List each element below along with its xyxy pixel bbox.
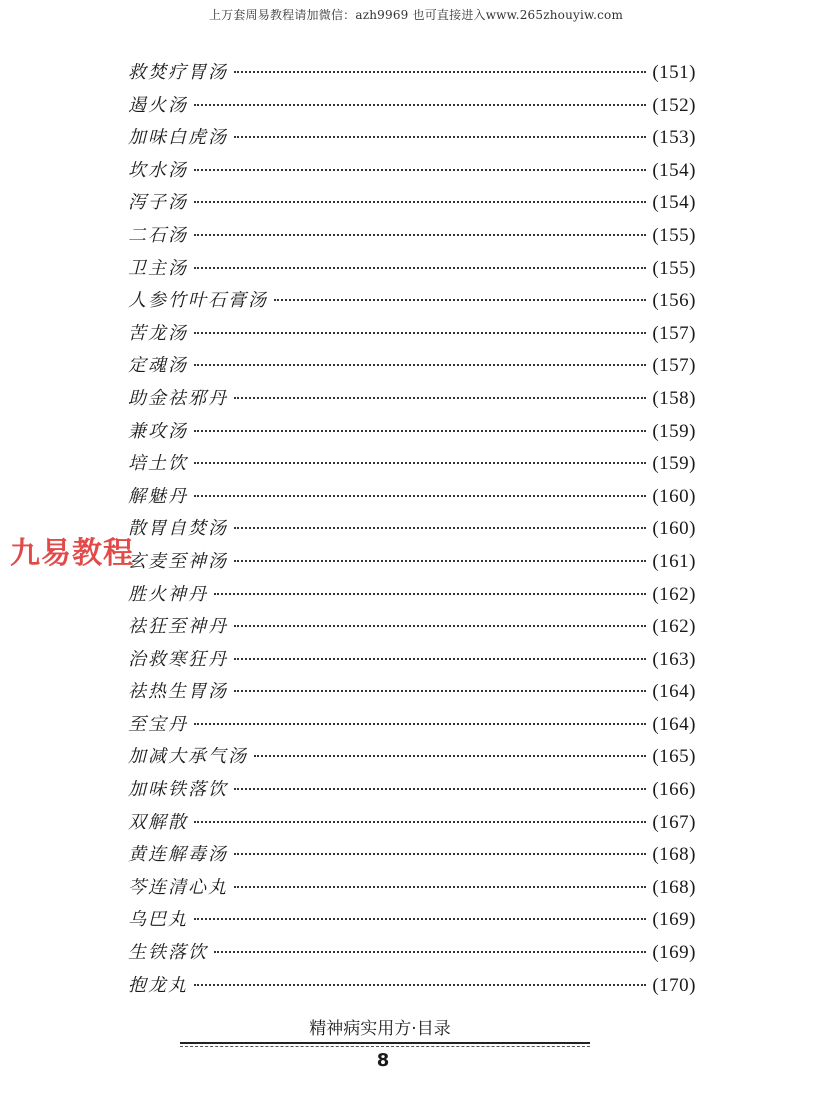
toc-entry-title: 救焚疗胃汤 [128,62,228,83]
toc-entry-title: 祛狂至神丹 [128,616,228,638]
toc-entry [128,742,696,775]
toc-entry-page: (168) [652,876,696,898]
toc-entry [128,58,696,91]
toc-entry-page: (169) [652,909,696,931]
toc-entry-title: 黄连解毒汤 [128,844,228,866]
toc-dot-leader [194,495,646,497]
toc-dot-leader [234,71,646,73]
toc-entry-title: 玄麦至神汤 [128,550,228,572]
toc-entry-page: (167) [652,811,696,833]
toc-entry [128,710,696,743]
toc-dot-leader [194,201,646,203]
toc-entry-title: 助金祛邪丹 [128,387,228,409]
toc-entry-title: 散胃自焚汤 [128,518,228,540]
toc-entry [128,580,696,613]
toc-entry-page: (163) [652,648,696,670]
toc-entry-page: (170) [652,974,696,996]
toc-dot-leader [234,690,646,692]
toc-entry [128,351,696,384]
toc-entry-title: 治救寒狂丹 [128,648,228,670]
toc-entry-title: 解魅丹 [128,485,188,507]
toc-entry-title: 人参竹叶石膏汤 [128,290,268,312]
toc-entry-page: (151) [652,62,696,83]
toc-dot-leader [254,755,646,757]
toc-entry-title: 祛热生胃汤 [128,681,228,703]
toc-dot-leader [194,364,646,366]
toc-entry-page: (152) [652,94,696,116]
toc-entry-title: 坎水汤 [128,159,188,181]
footer-rule-secondary [180,1046,590,1047]
toc-entry-title: 培土饮 [128,453,188,475]
toc-entry [128,938,696,971]
toc-dot-leader [194,430,646,432]
toc-dot-leader [194,169,646,171]
toc-entry [128,254,696,287]
toc-entry-page: (169) [652,942,696,964]
toc-entry [128,677,696,710]
toc-entry-page: (159) [652,453,696,475]
toc-entry-page: (154) [652,192,696,214]
toc-dot-leader [234,560,646,562]
side-watermark: 九易教程 [10,536,134,571]
toc-entry [128,547,696,580]
toc-dot-leader [234,527,646,529]
top-watermark: 上万套周易教程请加微信：azh9969 也可直接进入www.265zhouyiw.com [208,8,624,22]
toc-entry [128,905,696,938]
toc-entry-title: 卫主汤 [128,257,188,279]
toc-entry [128,188,696,221]
toc-entry [128,449,696,482]
toc-entry-page: (161) [652,550,696,572]
toc-dot-leader [234,136,646,138]
toc-dot-leader [194,462,646,464]
toc-dot-leader [194,234,646,236]
footer-book-title: 精神病实用方·目录 [309,1019,451,1039]
toc-dot-leader [274,299,646,301]
toc-dot-leader [194,104,646,106]
toc-entry-page: (155) [652,257,696,279]
toc-entry [128,971,696,1004]
toc-entry [128,286,696,319]
toc-entry [128,221,696,254]
toc-entry-page: (158) [652,387,696,409]
toc-dot-leader [234,397,646,399]
toc-entry-page: (166) [652,779,696,801]
toc-entry-title: 双解散 [128,811,188,833]
toc-dot-leader [214,951,646,953]
toc-entry-page: (157) [652,322,696,344]
toc-entry-page: (164) [652,681,696,703]
toc-entry-page: (160) [652,485,696,507]
toc-entry [128,482,696,515]
toc-entry [128,384,696,417]
toc-entry [128,514,696,547]
toc-entry [128,873,696,906]
toc-entry [128,808,696,841]
toc-dot-leader [194,723,646,725]
toc-dot-leader [234,853,646,855]
toc-entry-page: (154) [652,159,696,181]
toc-dot-leader [194,984,646,986]
toc-dot-leader [194,267,646,269]
toc-dot-leader [194,332,646,334]
toc-entry [128,645,696,678]
page-number: 8 [376,1050,390,1071]
toc-entry-title: 加减大承气汤 [128,746,248,768]
toc-dot-leader [234,658,646,660]
toc-entry-page: (168) [652,844,696,866]
toc-dot-leader [234,625,646,627]
toc-entry-title: 加味白虎汤 [128,127,228,149]
toc-entry-title: 二石汤 [128,224,188,246]
toc-entry [128,156,696,189]
toc-dot-leader [194,918,646,920]
toc-entry-title: 至宝丹 [128,713,188,735]
toc-dot-leader [234,788,646,790]
toc-entry-page: (155) [652,224,696,246]
toc-entry-page: (159) [652,420,696,442]
table-of-contents [128,58,696,1003]
toc-entry-page: (164) [652,713,696,735]
toc-dot-leader [214,593,646,595]
toc-entry-title: 生铁落饮 [128,942,208,964]
toc-entry-title: 遏火汤 [128,94,188,116]
toc-entry-title: 泻子汤 [128,192,188,214]
toc-entry-title: 乌巴丸 [128,909,188,931]
toc-entry-title: 芩连清心丸 [128,876,228,898]
toc-entry-page: (157) [652,355,696,377]
toc-entry-title: 苦龙汤 [128,322,188,344]
toc-entry [128,91,696,124]
toc-entry-title: 抱龙丸 [128,974,188,996]
toc-entry-page: (160) [652,518,696,540]
toc-dot-leader [194,821,646,823]
toc-entry-title: 兼攻汤 [128,420,188,442]
toc-entry-title: 加味铁落饮 [128,779,228,801]
toc-entry [128,775,696,808]
footer-rule [180,1042,590,1044]
toc-entry-page: (153) [652,127,696,149]
toc-entry [128,417,696,450]
toc-entry [128,319,696,352]
toc-entry-page: (165) [652,746,696,768]
toc-entry-page: (162) [652,583,696,605]
toc-entry-title: 胜火神丹 [128,583,208,605]
toc-dot-leader [234,886,646,888]
toc-entry-page: (162) [652,616,696,638]
toc-entry-page: (156) [652,290,696,312]
toc-entry [128,840,696,873]
toc-entry [128,612,696,645]
toc-entry-title: 定魂汤 [128,355,188,377]
toc-entry [128,123,696,156]
